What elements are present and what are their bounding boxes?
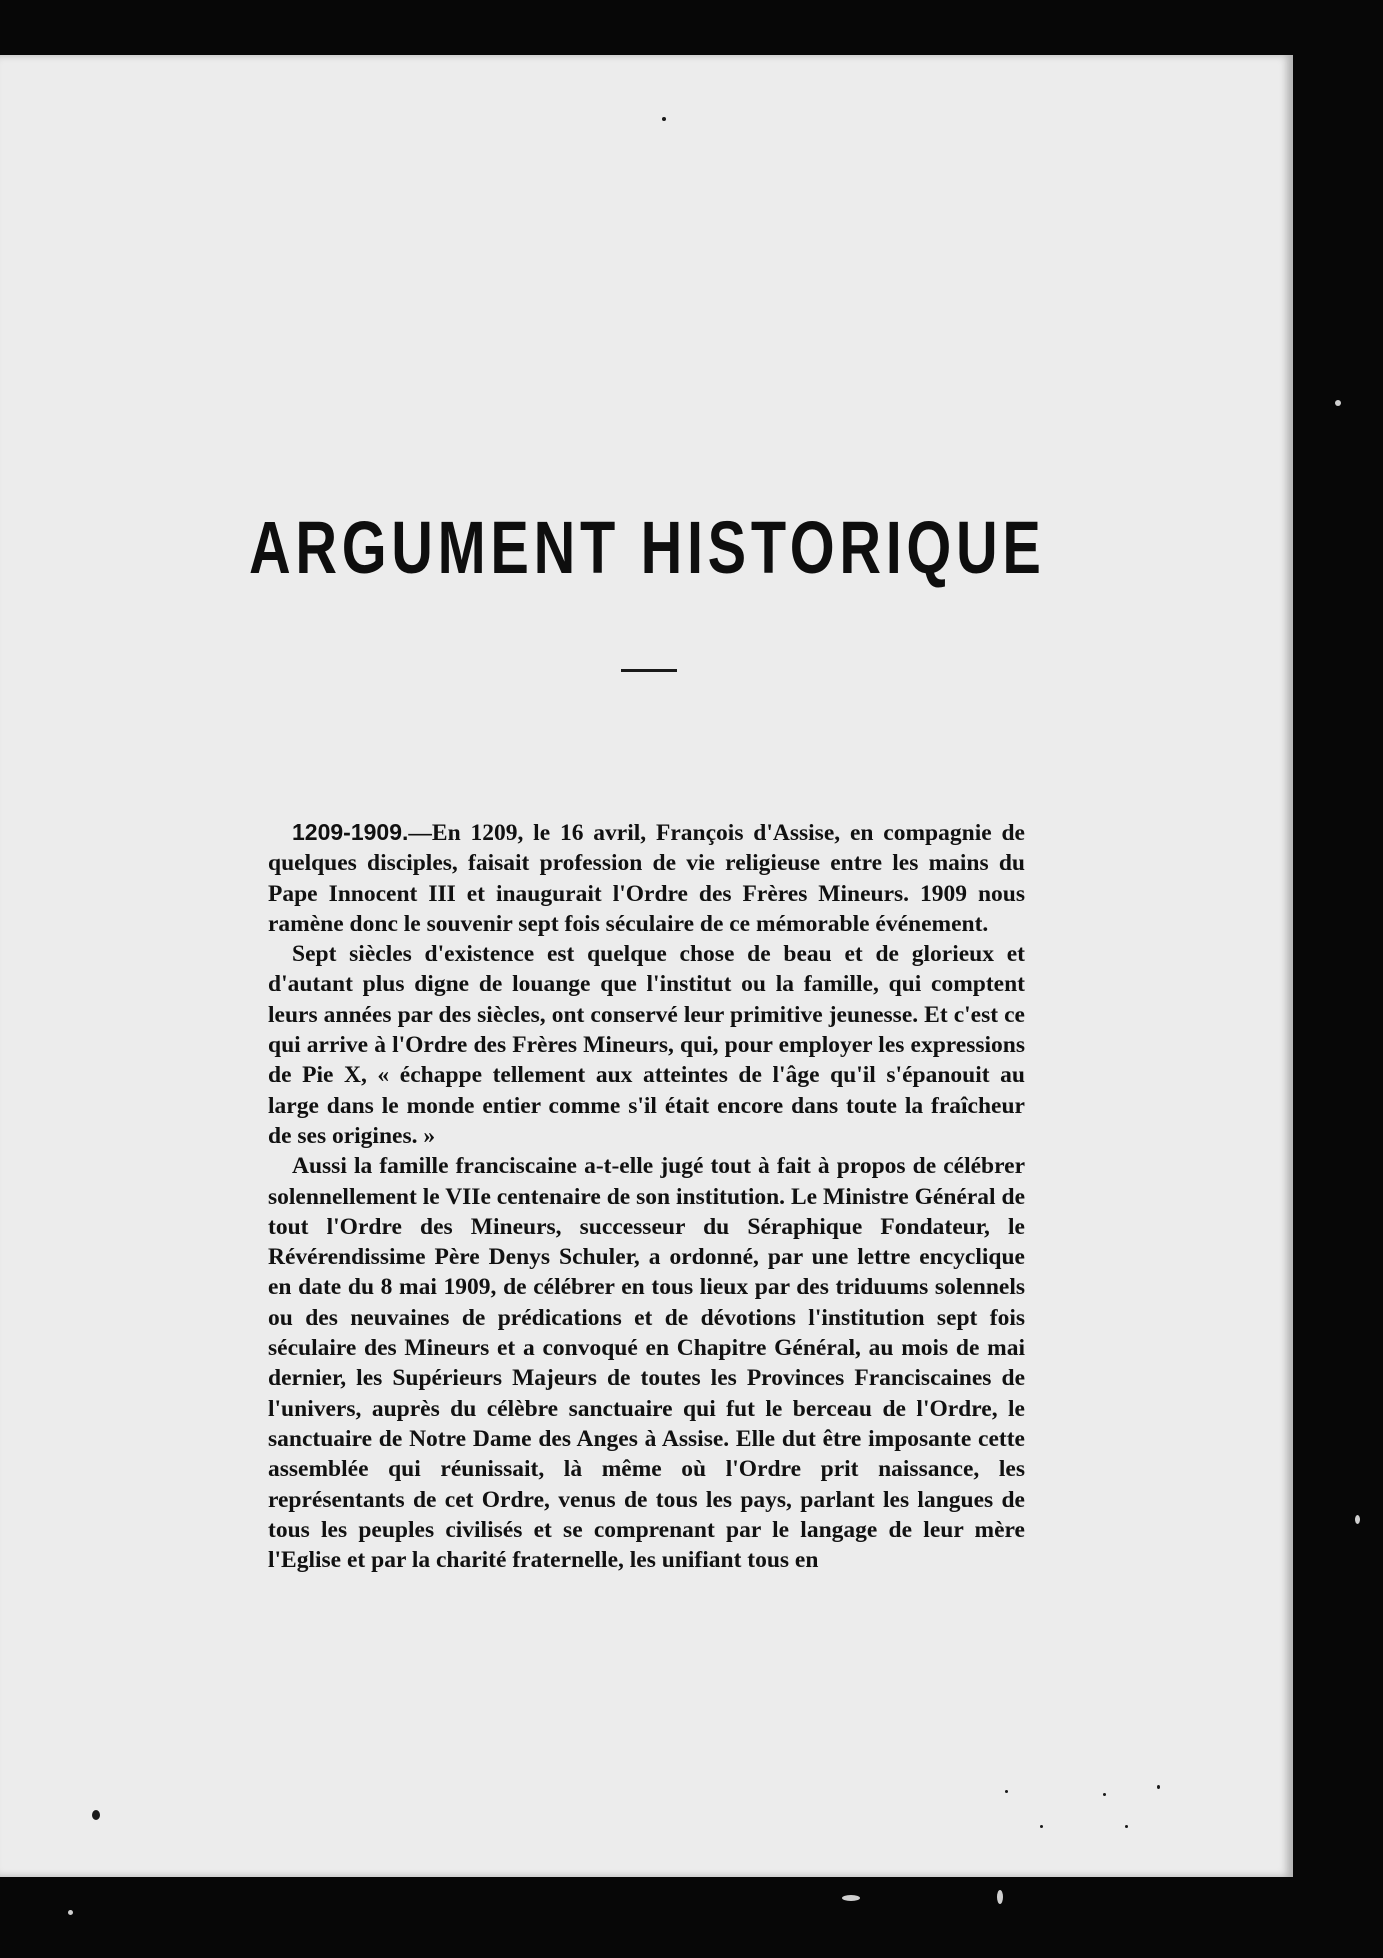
scan-speck bbox=[1040, 1825, 1043, 1828]
scan-speck bbox=[1355, 1515, 1360, 1524]
scan-speck bbox=[1103, 1793, 1106, 1796]
page-sheet bbox=[0, 55, 1293, 1877]
title-divider bbox=[621, 669, 677, 672]
scan-speck bbox=[1005, 1790, 1008, 1793]
paragraph-1-text: —En 1209, le 16 avril, François d'Assise, en compagnie de quelques disciples, faisait profession de vie religieuse entre les mains du Pape Innocent III et inaugurait l'Ordre des Frères Mineurs. 1909 nous ramène donc le souvenir sept fois séculaire de ce mémorable événement. bbox=[268, 820, 1025, 937]
paragraph-2 bbox=[268, 939, 1025, 1151]
paragraph-3 bbox=[268, 1151, 1025, 1575]
scan-speck bbox=[1125, 1825, 1128, 1828]
body-text bbox=[268, 817, 1025, 1575]
scan-speck bbox=[1335, 400, 1341, 406]
paragraph-3-text: Aussi la famille franciscaine a-t-elle jugé tout à fait à propos de célébrer solennellement le VIIe centenaire de son institution. Le Ministre Général de tout l'Ordre des Mineurs, successeur du Séraphique Fondateur, le Révérendissime Père Denys Schuler, a ordonné, par une lettre encyclique en date du 8 mai 1909, de célébrer en tous lieux par des triduums solennels ou des neuvaines de prédications et de dévotions l'institution sept fois séculaire des Mineurs et a convoqué en Chapitre Général, au mois de mai dernier, les Supérieurs Majeurs de toutes les Provinces Franciscaines de l'univers, auprès du célèbre sanctuaire qui fut le berceau de l'Ordre, le sanctuaire de Notre Dame des Anges à Assise. Elle dut être imposante cette assemblée qui réunissait, là même où l'Ordre prit naissance, les représentants de cet Ordre, venus de tous les pays, parlant les langues de tous les peuples civilisés et se comprenant par le langage de leur mère l'Eglise et par la charité fraternelle, les unifiant tous en bbox=[268, 1153, 1025, 1574]
scan-speck bbox=[68, 1910, 73, 1915]
scan-speck bbox=[1157, 1785, 1160, 1789]
scan-speck bbox=[997, 1890, 1003, 1904]
paragraph-2-text: Sept siècles d'existence est quelque chose de beau et de glorieux et d'autant plus digne de louange que l'institut ou la famille, qui comptent leurs années par des siècles, ont conservé leur primitive jeunesse. Et c'est ce qui arrive à l'Ordre des Frères Mineurs, qui, pour employer les expressions de Pie X, « échappe tellement aux atteintes de l'âge qu'il s'épanouit au large dans le monde entier comme s'il était encore dans toute la fraîcheur de ses origines. » bbox=[268, 941, 1025, 1149]
scan-speck bbox=[842, 1895, 860, 1901]
paragraph-1 bbox=[268, 817, 1025, 939]
paragraph-1-lead: 1209-1909. bbox=[292, 819, 409, 845]
scan-speck bbox=[662, 117, 666, 121]
scan-speck bbox=[92, 1810, 100, 1820]
page-title: ARGUMENT HISTORIQUE bbox=[248, 506, 1046, 589]
